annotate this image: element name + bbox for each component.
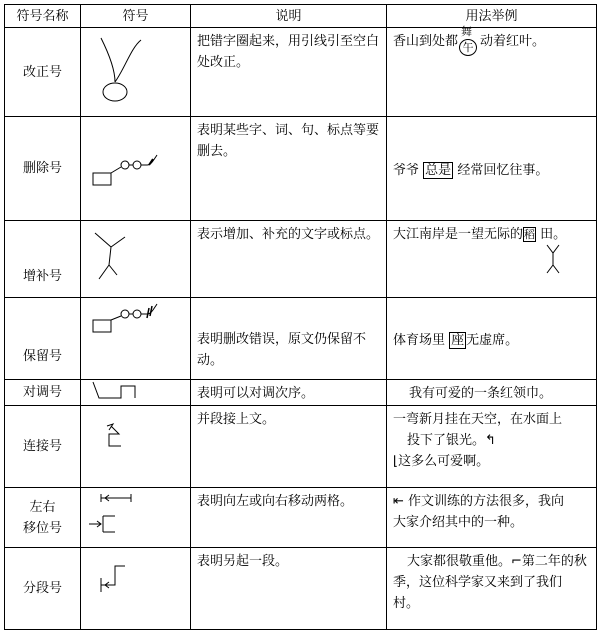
row-name: 改正号 (5, 28, 81, 117)
paragraph-mark-icon (81, 548, 191, 628)
table-row (5, 380, 597, 406)
proofreading-marks-table (4, 4, 597, 630)
inserted-text: 稻 (524, 228, 536, 241)
shift-mark-icon (81, 488, 191, 546)
row-name: 连接号 (5, 406, 81, 488)
row-description: 表明删改错误，原文仍保留不动。 (191, 298, 387, 380)
row-example: 我有可爱的一条红领巾。 (387, 380, 597, 406)
header-symbol: 符号 (81, 5, 191, 28)
row-example: 香山到处都 舞 午 动着红叶。 (387, 28, 597, 117)
table-row (5, 488, 597, 548)
correction-text: 舞 (461, 25, 473, 38)
row-name: 分段号 (5, 548, 81, 630)
row-example: 大江南岸是一望无际的稻 田。 (387, 221, 597, 298)
circled-text: 午 (459, 39, 477, 56)
row-name: 保留号 (5, 298, 81, 380)
header-example: 用法举例 (387, 5, 597, 28)
retention-mark-icon (81, 298, 191, 378)
table-row (5, 117, 597, 221)
row-example: 爷爷 总是 经常回忆往事。 (387, 117, 597, 221)
row-description: 表明向左或向右移动两格。 (191, 488, 387, 548)
row-description: 表明可以对调次序。 (191, 380, 387, 406)
header-row (5, 5, 597, 28)
row-description: 表示增加、补充的文字或标点。 (191, 221, 387, 298)
header-name: 符号名称 (5, 5, 81, 28)
table-row (5, 221, 597, 298)
paragraph-break-icon: ⌐ (511, 554, 522, 569)
row-description: 并段接上文。 (191, 406, 387, 488)
row-description: 表明某些字、词、句、标点等要删去。 (191, 117, 387, 221)
table-row (5, 406, 597, 488)
connection-arrow-icon: ↰ (485, 433, 496, 448)
table-row (5, 548, 597, 630)
table-row (5, 28, 597, 117)
row-description: 把错字圈起来，用引线引至空白处改正。 (191, 28, 387, 117)
insertion-mark-icon (81, 221, 191, 297)
row-example: 大家都很敬重他。⌐第二年的秋 季，这位科学家又来到了我们 村。 (387, 548, 597, 630)
boxed-text: 总是 (425, 162, 452, 178)
boxed-text: 座 (451, 332, 465, 348)
row-name: 增补号 (5, 221, 81, 298)
row-name: 对调号 (5, 380, 81, 406)
connection-hook-icon: ⌊ (393, 454, 399, 469)
header-description: 说明 (191, 5, 387, 28)
shift-left-arrow-icon: ⇤ (393, 494, 404, 509)
row-example: 体育场里 座 无虚席。 (387, 298, 597, 380)
connection-mark-icon (81, 406, 191, 486)
row-name: 删除号 (5, 117, 81, 221)
transposition-mark-icon (81, 380, 191, 404)
insertion-stick-figure-icon (543, 243, 573, 279)
correction-mark-icon (81, 28, 191, 116)
table-row (5, 298, 597, 380)
row-example: 一弯新月挂在天空，在水面上 投下了银光。↰ ⌊这多么可爱啊。 (387, 406, 597, 488)
row-description: 表明另起一段。 (191, 548, 387, 630)
deletion-mark-icon (81, 117, 191, 217)
row-name: 左右 移位号 (5, 488, 81, 548)
row-example: ⇤ 作文训练的方法很多，我向 大家介绍其中的一种。 (387, 488, 597, 548)
